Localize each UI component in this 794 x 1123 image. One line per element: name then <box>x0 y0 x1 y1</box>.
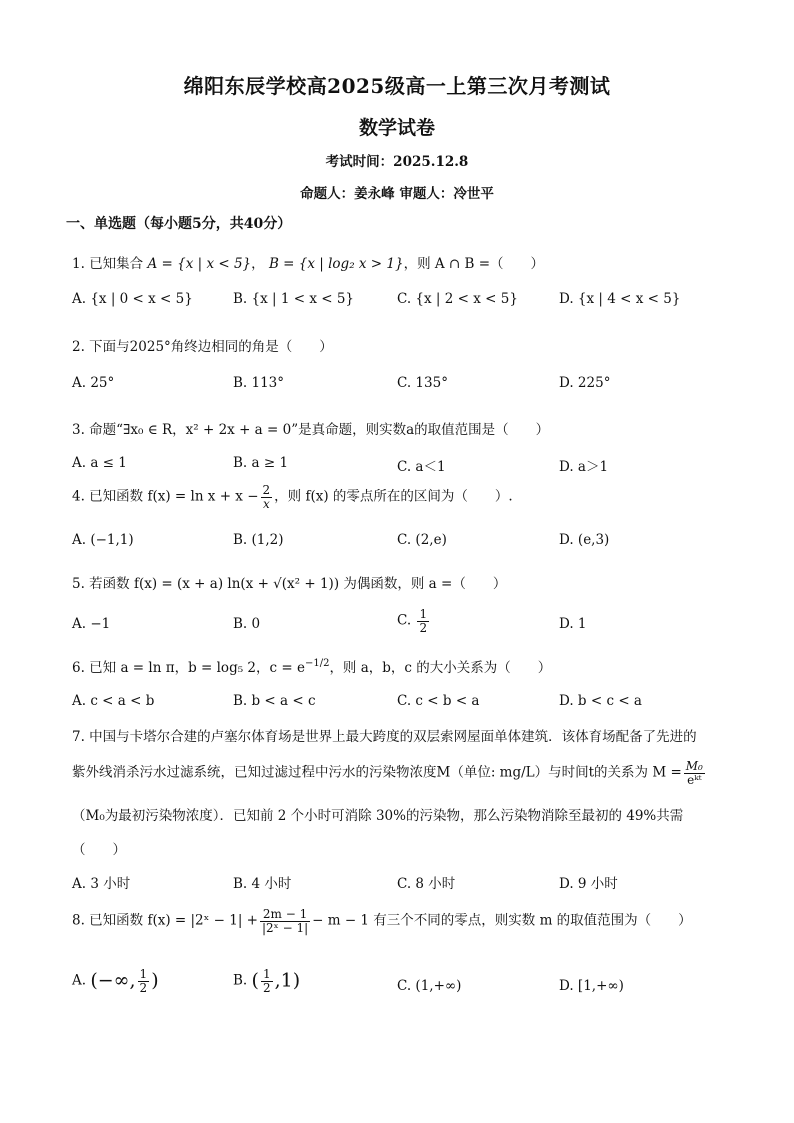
fraction-numerator: 1 <box>262 967 271 981</box>
q5-option-b[interactable]: B. 0 <box>233 616 261 632</box>
q7-option-c[interactable]: C. 8 小时 <box>397 876 456 892</box>
question-3: 3. 命题“∃x₀ ∈ R，x² + 2x + a = 0”是真命题，则实数a的取值范围是（ ） <box>72 422 550 438</box>
fraction <box>261 968 273 994</box>
question-2: 2. 下面与2025°角终边相同的角是（ ） <box>72 339 333 355</box>
fraction-denominator: x <box>262 496 270 511</box>
fraction <box>684 760 705 786</box>
q2-option-d[interactable]: D. 225° <box>559 375 611 391</box>
q4-option-b[interactable]: B. (1,2) <box>233 532 284 548</box>
q3-option-a[interactable]: A. a ≤ 1 <box>72 455 127 471</box>
question-stem-prefix: 6. 已知 a = ln π，b = log₅ 2，c = e <box>72 660 305 676</box>
question-8 <box>72 908 692 934</box>
question-stem-suffix: ，则 A ∩ B =（ ） <box>403 256 545 272</box>
question-6 <box>72 656 551 676</box>
question-number: 1. <box>72 256 85 272</box>
exponent: −1/2 <box>304 658 330 669</box>
question-stem-suffix: ，则 f(x) 的零点所在的区间为（ ）. <box>274 488 513 505</box>
q7-option-b[interactable]: B. 4 小时 <box>233 876 292 892</box>
fraction-numerator: 1 <box>139 967 148 981</box>
fraction <box>138 968 150 994</box>
set-b: B = {x | log₂ x > 1} <box>268 256 404 272</box>
option-label: C. <box>397 612 412 629</box>
question-stem-suffix: − m − 1 有三个不同的零点，则实数 m 的取值范围为（ ） <box>312 912 692 929</box>
q7-option-d[interactable]: D. 9 小时 <box>559 876 618 892</box>
fraction-numerator: 2m − 1 <box>260 908 310 922</box>
fraction <box>260 908 310 934</box>
q2-option-c[interactable]: C. 135° <box>397 375 448 391</box>
q6-option-d[interactable]: D. b < c < a <box>559 693 642 709</box>
fraction-denominator: |2ˣ − 1| <box>262 920 309 935</box>
exam-authors: 命题人：姜永峰 审题人：冷世平 <box>300 186 494 202</box>
q8-option-b[interactable] <box>233 968 300 994</box>
question-7-line-2 <box>72 760 707 786</box>
fraction <box>417 608 429 634</box>
q2-option-b[interactable]: B. 113° <box>233 375 285 391</box>
q8-option-a[interactable] <box>72 968 159 994</box>
question-7-line-4: （ ） <box>72 842 126 858</box>
option-label: A. <box>72 972 87 989</box>
q1-option-d[interactable]: D. {x | 4 < x < 5} <box>559 291 681 307</box>
question-stem-text: 紫外线消杀污水过滤系统，已知过滤过程中污水的污染物浓度M（单位: mg/L）与时间t的关系为 M = <box>72 764 682 781</box>
question-stem-prefix: 8. 已知函数 f(x) = |2ˣ − 1| + <box>72 912 258 929</box>
interval-right: ,1) <box>274 969 301 992</box>
q3-option-b[interactable]: B. a ≥ 1 <box>233 455 289 471</box>
q1-option-a[interactable]: A. {x | 0 < x < 5} <box>72 291 193 307</box>
q6-option-a[interactable]: A. c < a < b <box>72 693 155 709</box>
q1-option-b[interactable]: B. {x | 1 < x < 5} <box>233 291 355 307</box>
fraction-denominator: eᵏᵗ <box>687 772 702 787</box>
section-heading: 一、单选题（每小题5分，共40分） <box>66 216 292 232</box>
question-stem-prefix: 4. 已知函数 f(x) = ln x + x − <box>72 488 259 505</box>
fraction-numerator: M₀ <box>685 759 703 773</box>
question-4 <box>72 484 513 510</box>
fraction <box>261 484 273 510</box>
option-label: B. <box>233 972 248 989</box>
question-5: 5. 若函数 f(x) = (x + a) ln(x + √(x² + 1)) 为偶函数，则 a =（ ） <box>72 576 507 592</box>
fraction-denominator: 2 <box>419 620 428 635</box>
q5-option-d[interactable]: D. 1 <box>559 616 587 632</box>
q3-option-c[interactable]: C. a＜1 <box>397 459 446 475</box>
q6-option-b[interactable]: B. b < a < c <box>233 693 316 709</box>
question-7-line-3: （M₀为最初污染物浓度）．已知前 2 个小时可消除 30%的污染物，那么污染物消除至最初的 49%共需 <box>72 808 684 824</box>
question-7-line-1: 7. 中国与卡塔尔合建的卢塞尔体育场是世界上最大跨度的双层索网屋面单体建筑．该体育场配备了先进的 <box>72 729 697 745</box>
interval-left: (−∞, <box>90 969 136 992</box>
q8-option-d[interactable]: D. [1,+∞) <box>559 978 624 994</box>
interval-right: ) <box>151 969 159 992</box>
exam-title: 绵阳东辰学校高2025级高一上第三次月考测试 <box>183 74 611 98</box>
fraction-denominator: 2 <box>262 980 271 995</box>
set-a: A = {x | x < 5} <box>147 256 252 272</box>
q3-option-d[interactable]: D. a＞1 <box>559 459 609 475</box>
q4-option-d[interactable]: D. (e,3) <box>559 532 610 548</box>
fraction-numerator: 1 <box>419 607 428 621</box>
fraction-denominator: 2 <box>139 980 148 995</box>
q1-option-c[interactable]: C. {x | 2 < x < 5} <box>397 291 518 307</box>
q8-option-c[interactable]: C. (1,+∞) <box>397 978 462 994</box>
q6-option-c[interactable]: C. c < b < a <box>397 693 480 709</box>
q4-option-a[interactable]: A. (−1,1) <box>72 532 134 548</box>
fraction-numerator: 2 <box>262 483 271 497</box>
q5-option-a[interactable]: A. −1 <box>72 616 111 632</box>
q4-option-c[interactable]: C. (2,e) <box>397 532 447 548</box>
q5-option-c[interactable] <box>397 608 431 634</box>
q7-option-a[interactable]: A. 3 小时 <box>72 876 131 892</box>
question-1: 1. 已知集合 A = {x | x < 5}， B = {x | log₂ x > 1}，则 A ∩ B =（ ） <box>72 256 545 272</box>
exam-time: 考试时间：2025.12.8 <box>325 154 469 170</box>
question-stem-prefix: 已知集合 <box>89 256 144 272</box>
q2-option-a[interactable]: A. 25° <box>72 375 115 391</box>
exam-subtitle: 数学试卷 <box>358 117 435 139</box>
question-stem-suffix: ，则 a，b，c 的大小关系为（ ） <box>329 660 552 676</box>
interval-left: ( <box>251 969 259 992</box>
